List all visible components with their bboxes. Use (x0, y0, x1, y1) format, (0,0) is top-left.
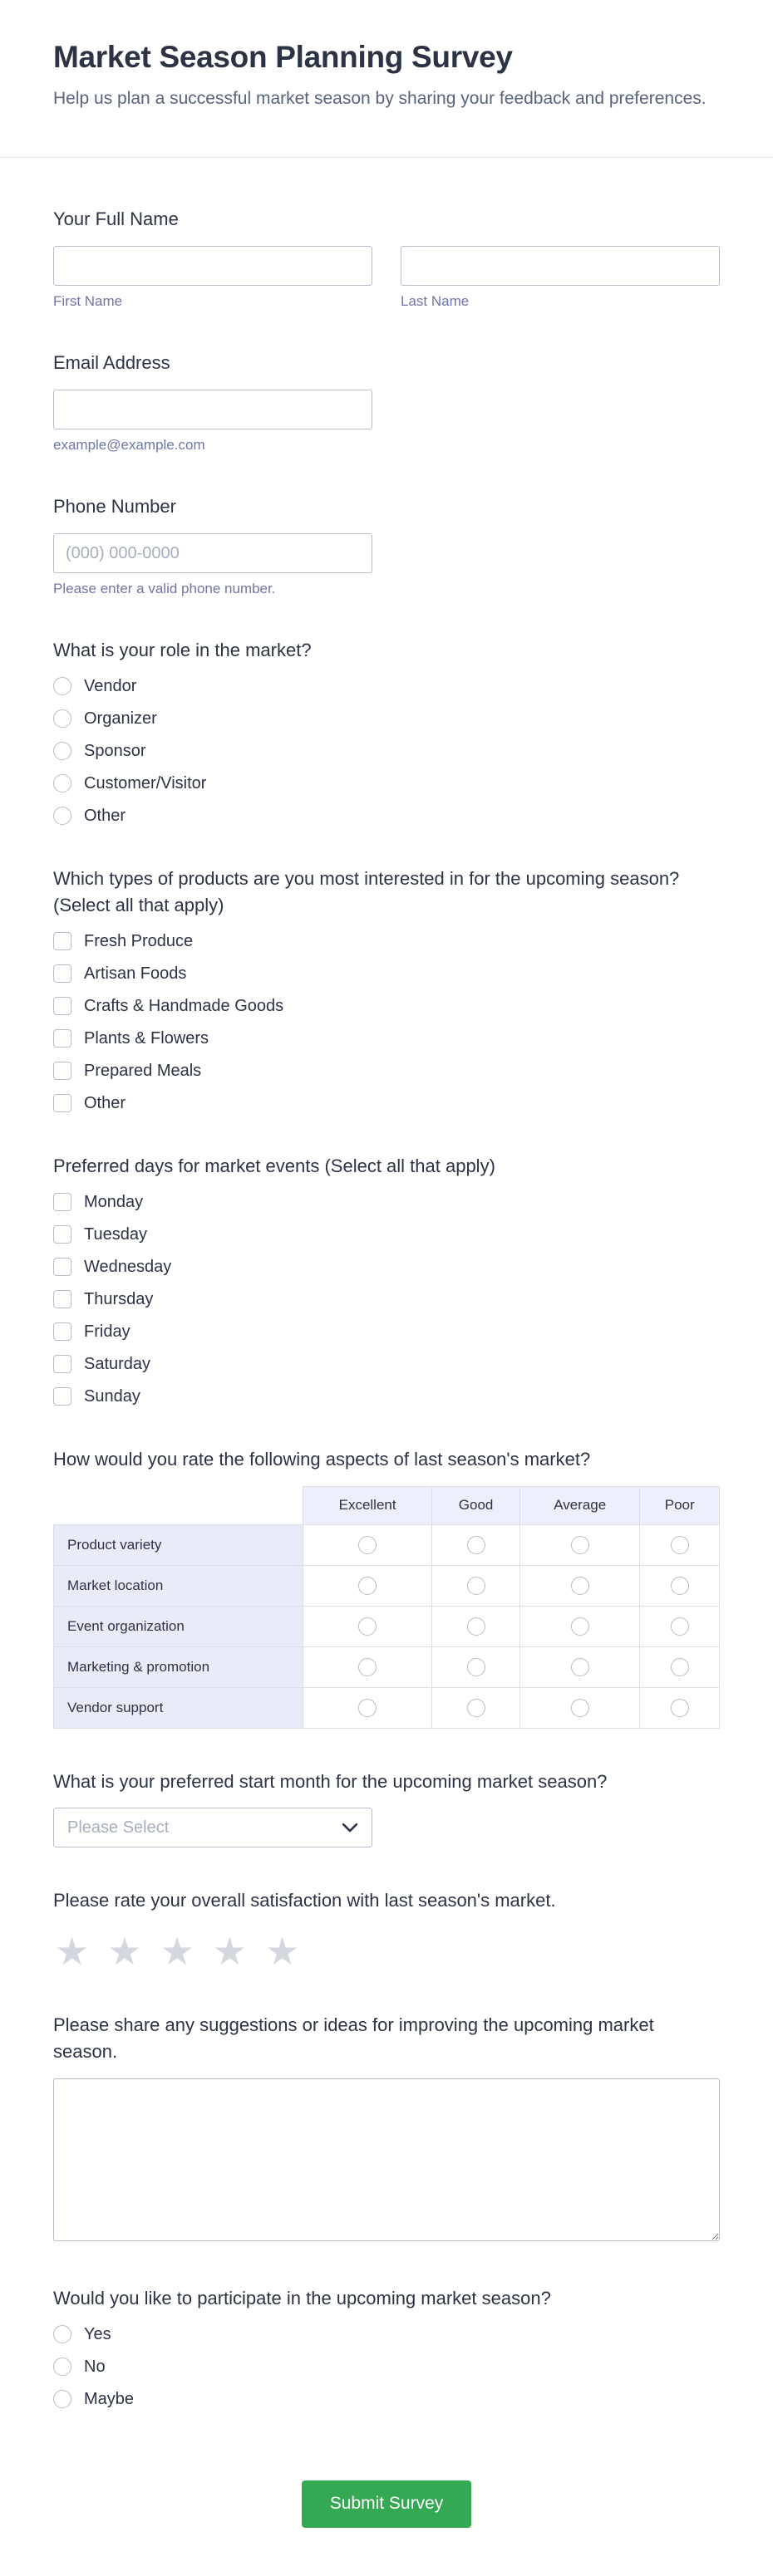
radio-circle-icon[interactable] (467, 1536, 485, 1554)
option-label: Thursday (84, 1289, 154, 1308)
matrix-cell[interactable] (303, 1687, 432, 1728)
start-month-label: What is your preferred start month for the upcoming market season? (53, 1770, 608, 1792)
star-icon[interactable]: ★ (160, 1930, 194, 1974)
radio-circle-icon[interactable] (571, 1699, 589, 1717)
matrix-row (54, 1524, 720, 1565)
rating-matrix-table (53, 1486, 720, 1729)
option-label: Prepared Meals (84, 1061, 202, 1080)
radio-circle-icon[interactable] (671, 1577, 689, 1595)
field-suggestions (53, 2012, 720, 2245)
checkbox-option-row[interactable] (53, 932, 720, 951)
option-label: No (84, 2357, 106, 2376)
matrix-cell[interactable] (432, 1687, 520, 1728)
days-options (53, 1193, 720, 1406)
checkbox-box-icon[interactable] (53, 1225, 71, 1244)
form-subtitle: Help us plan a successful market season by sharing your feedback and preferences. (53, 89, 707, 108)
matrix-header-row (54, 1486, 720, 1524)
name-inputs-row (53, 246, 720, 310)
option-label: Customer/Visitor (84, 773, 207, 792)
email-sublabel: example@example.com (53, 437, 205, 454)
checkbox-box-icon[interactable] (53, 1290, 71, 1308)
checkbox-option-row[interactable] (53, 1322, 720, 1342)
checkbox-box-icon[interactable] (53, 1029, 71, 1048)
checkbox-option-row[interactable] (53, 1193, 720, 1212)
matrix-row (54, 1565, 720, 1606)
chevron-down-icon (342, 1823, 358, 1833)
matrix-row (54, 1606, 720, 1646)
matrix-cell[interactable] (303, 1565, 432, 1606)
checkbox-option-row[interactable] (53, 997, 720, 1016)
checkbox-box-icon[interactable] (53, 1094, 71, 1112)
role-options (53, 677, 720, 826)
option-label: Maybe (84, 2389, 135, 2408)
radio-circle-icon[interactable] (358, 1699, 377, 1717)
radio-circle-icon[interactable] (571, 1536, 589, 1554)
checkbox-option-row[interactable] (53, 1387, 720, 1406)
checkbox-box-icon[interactable] (53, 1193, 71, 1211)
matrix-cell[interactable] (519, 1646, 639, 1687)
phone-field[interactable] (53, 533, 372, 573)
field-phone (53, 493, 720, 597)
phone-sublabel: Please enter a valid phone number. (53, 581, 276, 597)
matrix-cell[interactable] (432, 1606, 520, 1646)
matrix-cell[interactable] (640, 1524, 720, 1565)
radio-circle-icon[interactable] (671, 1658, 689, 1676)
checkbox-box-icon[interactable] (53, 1062, 71, 1080)
radio-option-row[interactable] (53, 2325, 720, 2344)
checkbox-box-icon[interactable] (53, 997, 71, 1015)
radio-circle-icon[interactable] (571, 1658, 589, 1676)
field-email (53, 350, 720, 454)
checkbox-option-row[interactable] (53, 1258, 720, 1277)
last-name-sublabel: Last Name (401, 293, 470, 310)
matrix-cell[interactable] (640, 1687, 720, 1728)
last-name-input[interactable] (401, 246, 720, 286)
option-label: Crafts & Handmade Goods (84, 996, 284, 1015)
submit-button[interactable]: Submit Survey (302, 2480, 472, 2528)
email-label: Email Address (53, 352, 170, 374)
option-label: Monday (84, 1192, 144, 1211)
matrix-column-header: Good (432, 1486, 520, 1524)
radio-circle-icon[interactable] (467, 1617, 485, 1636)
radio-option-row[interactable] (53, 709, 720, 729)
matrix-column-header: Excellent (303, 1486, 432, 1524)
field-satisfaction (53, 1887, 720, 1972)
radio-circle-icon[interactable] (671, 1536, 689, 1554)
radio-circle-icon[interactable] (53, 709, 71, 728)
matrix-row-label: Product variety (54, 1524, 303, 1565)
radio-circle-icon[interactable] (53, 2358, 71, 2376)
radio-option-row[interactable] (53, 807, 720, 826)
first-name-sublabel: First Name (53, 293, 123, 310)
star-icon[interactable]: ★ (265, 1930, 300, 1974)
checkbox-box-icon[interactable] (53, 1355, 71, 1373)
radio-circle-icon[interactable] (467, 1699, 485, 1717)
checkbox-option-row[interactable] (53, 964, 720, 984)
phone-label: Phone Number (53, 496, 176, 518)
radio-circle-icon[interactable] (671, 1699, 689, 1717)
matrix-column-header: Average (519, 1486, 639, 1524)
radio-circle-icon[interactable] (671, 1617, 689, 1636)
radio-option-row[interactable] (53, 2390, 720, 2409)
role-label: What is your role in the market? (53, 640, 312, 661)
email-field[interactable] (53, 390, 372, 429)
first-name-input[interactable] (53, 246, 372, 286)
matrix-cell[interactable] (519, 1565, 639, 1606)
radio-option-row[interactable] (53, 2358, 720, 2377)
option-label: Tuesday (84, 1224, 147, 1244)
radio-circle-icon[interactable] (53, 2390, 71, 2408)
radio-circle-icon[interactable] (571, 1617, 589, 1636)
checkbox-option-row[interactable] (53, 1094, 720, 1113)
option-label: Wednesday (84, 1257, 172, 1276)
matrix-cell[interactable] (432, 1646, 520, 1687)
field-full-name (53, 206, 720, 310)
radio-circle-icon[interactable] (53, 774, 71, 792)
matrix-cell[interactable] (640, 1565, 720, 1606)
option-label: Other (84, 806, 126, 825)
matrix-cell[interactable] (432, 1565, 520, 1606)
checkbox-box-icon[interactable] (53, 964, 71, 983)
star-icon[interactable]: ★ (55, 1930, 90, 1974)
star-rating (53, 1927, 720, 1972)
submit-row (53, 2480, 720, 2576)
option-label: Vendor (84, 676, 137, 695)
start-month-select[interactable] (53, 1808, 372, 1847)
option-label: Artisan Foods (84, 964, 187, 983)
matrix-row (54, 1646, 720, 1687)
page-title: Market Season Planning Survey (53, 40, 513, 74)
radio-circle-icon[interactable] (53, 2325, 71, 2343)
checkbox-option-row[interactable] (53, 1029, 720, 1048)
form-content (0, 158, 773, 2576)
matrix-row-label: Market location (54, 1565, 303, 1606)
option-label: Organizer (84, 709, 157, 728)
satisfaction-label: Please rate your overall satisfaction with last season's market. (53, 1890, 556, 1911)
first-name-group (53, 246, 372, 310)
option-label: Sponsor (84, 741, 146, 760)
suggestions-textarea[interactable] (53, 2078, 720, 2241)
checkbox-box-icon[interactable] (53, 1258, 71, 1276)
radio-option-row[interactable] (53, 677, 720, 696)
radio-circle-icon[interactable] (358, 1658, 377, 1676)
radio-option-row[interactable] (53, 774, 720, 793)
checkbox-option-row[interactable] (53, 1062, 720, 1081)
suggestions-label: Please share any suggestions or ideas for improving the upcoming market season. (53, 2014, 654, 2063)
matrix-cell[interactable] (303, 1646, 432, 1687)
option-label: Saturday (84, 1354, 151, 1373)
matrix-row-label: Marketing & promotion (54, 1646, 303, 1687)
radio-circle-icon[interactable] (53, 742, 71, 760)
checkbox-box-icon[interactable] (53, 1387, 71, 1406)
form-header (0, 0, 773, 157)
matrix-column-header: Poor (640, 1486, 720, 1524)
radio-circle-icon[interactable] (571, 1577, 589, 1595)
matrix-cell[interactable] (432, 1524, 520, 1565)
radio-circle-icon[interactable] (53, 677, 71, 695)
option-label: Sunday (84, 1386, 140, 1406)
participate-label: Would you like to participate in the upcoming market season? (53, 2288, 551, 2309)
full-name-label: Your Full Name (53, 209, 179, 230)
checkbox-box-icon[interactable] (53, 1322, 71, 1341)
matrix-cell[interactable] (640, 1646, 720, 1687)
checkbox-option-row[interactable] (53, 1225, 720, 1244)
field-start-month (53, 1769, 720, 1848)
radio-circle-icon[interactable] (358, 1577, 377, 1595)
matrix-cell[interactable] (640, 1606, 720, 1646)
field-participate (53, 2285, 720, 2409)
matrix-cell[interactable] (303, 1524, 432, 1565)
checkbox-option-row[interactable] (53, 1290, 720, 1309)
matrix-row-label: Vendor support (54, 1687, 303, 1728)
option-label: Friday (84, 1322, 130, 1341)
radio-circle-icon[interactable] (467, 1658, 485, 1676)
radio-circle-icon[interactable] (358, 1617, 377, 1636)
star-icon[interactable]: ★ (212, 1930, 247, 1974)
field-rating-matrix (53, 1446, 720, 1729)
option-label: Yes (84, 2324, 111, 2343)
matrix-label: How would you rate the following aspects of last season's market? (53, 1448, 591, 1470)
matrix-cell[interactable] (519, 1687, 639, 1728)
checkbox-option-row[interactable] (53, 1355, 720, 1374)
matrix-cell[interactable] (519, 1524, 639, 1565)
option-label: Plants & Flowers (84, 1028, 209, 1048)
radio-circle-icon[interactable] (53, 807, 71, 825)
field-role (53, 637, 720, 826)
matrix-cell[interactable] (519, 1606, 639, 1646)
matrix-row-label: Event organization (54, 1606, 303, 1646)
radio-circle-icon[interactable] (467, 1577, 485, 1595)
select-placeholder-value: Please Select (67, 1818, 170, 1837)
radio-option-row[interactable] (53, 742, 720, 761)
products-label: Which types of products are you most interested in for the upcoming season? (Select all that apply) (53, 867, 680, 915)
star-icon[interactable]: ★ (107, 1930, 142, 1974)
last-name-group (401, 246, 720, 310)
option-label: Other (84, 1093, 126, 1112)
option-label: Fresh Produce (84, 931, 194, 950)
days-label: Preferred days for market events (Select all that apply) (53, 1155, 495, 1176)
participate-options (53, 2325, 720, 2409)
matrix-corner-cell (54, 1486, 303, 1524)
checkbox-box-icon[interactable] (53, 932, 71, 950)
matrix-cell[interactable] (303, 1606, 432, 1646)
field-days (53, 1153, 720, 1406)
products-options (53, 932, 720, 1113)
field-products (53, 866, 720, 1113)
radio-circle-icon[interactable] (358, 1536, 377, 1554)
matrix-row (54, 1687, 720, 1728)
